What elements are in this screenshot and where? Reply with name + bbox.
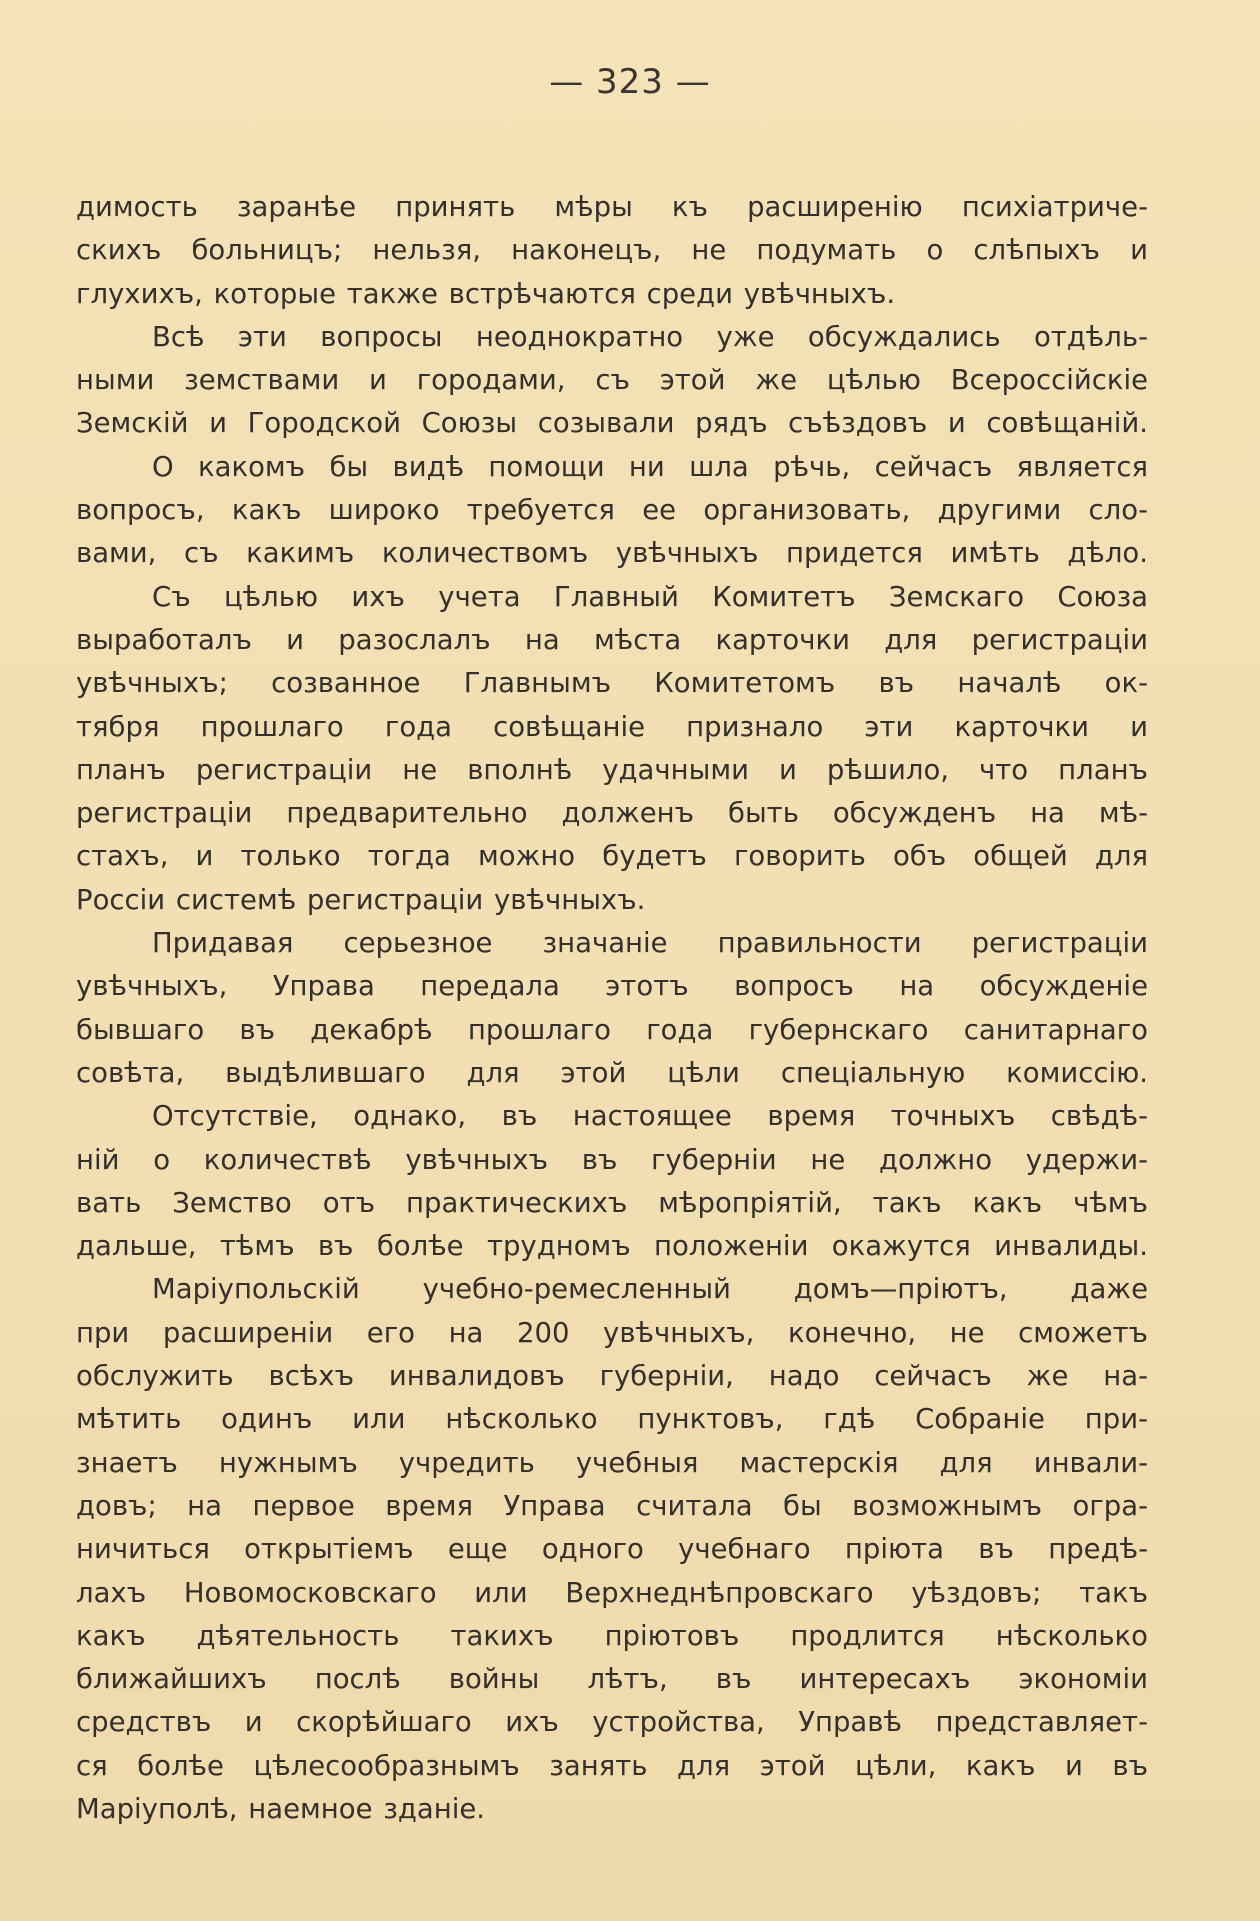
text-line: Придавая серьезное значаніе правильности регистраціи	[152, 927, 1148, 960]
text-line: вопросъ, какъ широко требуется ее организовать, другими сло-	[76, 494, 1148, 527]
text-line: Россіи системѣ регистраціи увѣчныхъ.	[76, 883, 646, 916]
paragraph	[76, 316, 1148, 446]
text-line: ближайшихъ послѣ войны лѣтъ, въ интересахъ экономіи	[76, 1663, 1148, 1696]
text-line: ными земствами и городами, съ этой же цѣлью Всероссійскіе	[76, 364, 1148, 397]
paragraph	[76, 576, 1148, 922]
text-line: глухихъ, которые также встрѣчаются среди увѣчныхъ.	[76, 277, 896, 310]
text-line: тября прошлаго года совѣщаніе признало эти карточки и	[76, 710, 1148, 743]
text-line: димость заранѣе принять мѣры къ расширенію психіатриче-	[76, 191, 1148, 223]
paragraph	[76, 1268, 1148, 1831]
text-line: обслужить всѣхъ инвалидовъ губерніи, надо сейчасъ же на-	[76, 1360, 1148, 1393]
text-line: О какомъ бы видѣ помощи ни шла рѣчь, сейчасъ является	[152, 450, 1148, 483]
text-line: Маріупольскій учебно-ремесленный домъ—пріютъ, даже	[152, 1273, 1148, 1306]
text-line: мѣтить одинъ или нѣсколько пунктовъ, гдѣ Собраніе при-	[76, 1403, 1148, 1436]
text-line: знаетъ нужнымъ учредить учебныя мастерскія для инвали-	[76, 1446, 1148, 1479]
text-line: вать Земство отъ практическихъ мѣропріятій, такъ какъ чѣмъ	[76, 1186, 1148, 1219]
text-line: вами, съ какимъ количествомъ увѣчныхъ придется имѣть дѣло.	[76, 537, 1148, 570]
text-line: ничиться открытіемъ еще одного учебнаго пріюта въ предѣ-	[76, 1533, 1148, 1566]
text-line: при расширеніи его на 200 увѣчныхъ, конечно, не сможетъ	[76, 1316, 1148, 1349]
text-line: ся болѣе цѣлесообразнымъ занять для этой цѣли, какъ и въ	[76, 1749, 1148, 1782]
paragraph	[76, 446, 1148, 576]
text-line: средствъ и скорѣйшаго ихъ устройства, Управѣ представляет-	[76, 1706, 1148, 1739]
paragraph	[76, 1095, 1148, 1268]
text-line: Земскій и Городской Союзы созывали рядъ съѣздовъ и совѣщаній.	[76, 407, 1148, 440]
text-line: лахъ Новомосковскаго или Верхнеднѣпровскаго уѣздовъ; такъ	[76, 1576, 1148, 1609]
text-line: Съ цѣлью ихъ учета Главный Комитетъ Земскаго Союза	[152, 580, 1148, 613]
page-number: — 323 —	[549, 62, 711, 102]
text-line: какъ дѣятельность такихъ пріютовъ продлится нѣсколько	[76, 1619, 1148, 1652]
text-line: совѣта, выдѣлившаго для этой цѣли спеціальную комиссію.	[76, 1056, 1148, 1089]
text-line: регистраціи предварительно долженъ быть обсужденъ на мѣ-	[76, 797, 1148, 830]
text-line: бывшаго въ декабрѣ прошлаго года губернскаго санитарнаго	[76, 1013, 1148, 1046]
text-line: Всѣ эти вопросы неоднократно уже обсуждались отдѣль-	[152, 320, 1148, 353]
text-line: выработалъ и разослалъ на мѣста карточки для регистраціи	[76, 623, 1148, 656]
body-text	[76, 186, 1148, 1831]
text-line: довъ; на первое время Управа считала бы возможнымъ огра-	[76, 1489, 1148, 1522]
text-line: увѣчныхъ; созванное Главнымъ Комитетомъ въ началѣ ок-	[76, 667, 1148, 700]
paragraph	[76, 186, 1148, 316]
text-line: дальше, тѣмъ въ болѣе трудномъ положеніи окажутся инвалиды.	[76, 1230, 1148, 1263]
text-line: Маріуполѣ, наемное зданіе.	[76, 1792, 486, 1825]
text-line: стахъ, и только тогда можно будетъ говорить объ общей для	[76, 840, 1148, 873]
text-line: Отсутствіе, однако, въ настоящее время точныхъ свѣдѣ-	[152, 1100, 1148, 1133]
text-line: увѣчныхъ, Управа передала этотъ вопросъ на обсужденіе	[76, 970, 1148, 1003]
text-line: планъ регистраціи не вполнѣ удачными и рѣшило, что планъ	[76, 753, 1148, 786]
paragraph	[76, 922, 1148, 1095]
text-line: скихъ больницъ; нельзя, наконецъ, не подумать о слѣпыхъ и	[76, 234, 1148, 267]
text-line: ній о количествѣ увѣчныхъ въ губерніи не должно удержи-	[76, 1143, 1148, 1176]
